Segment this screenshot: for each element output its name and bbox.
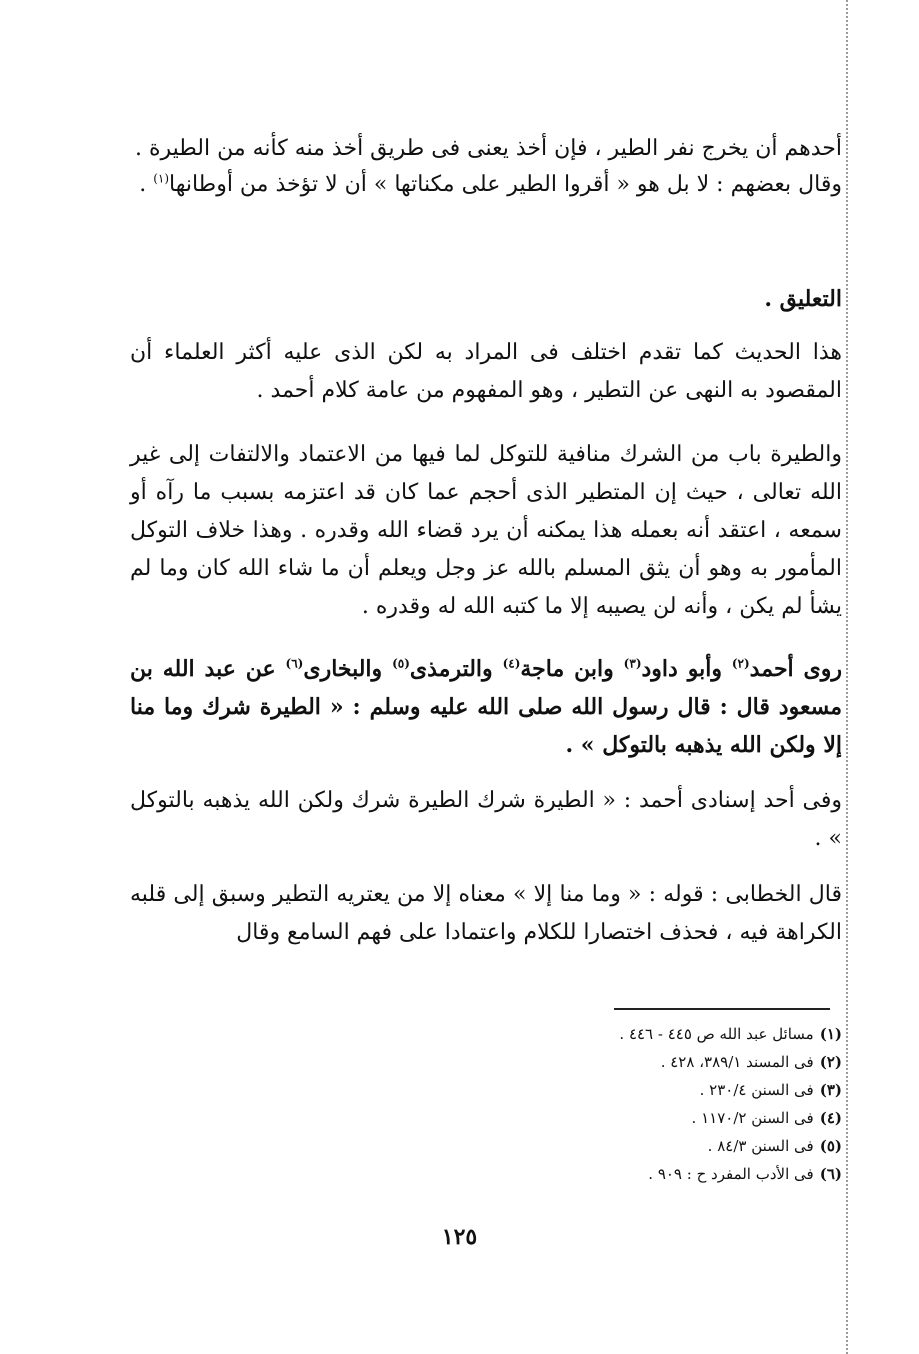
- paragraph-3-text: هذا الحديث كما تقدم اختلف فى المراد به لكن الذى عليه أكثر العلماء أن المقصود به النهى عن التطير ، وهو المفهوم من عامة كلام أحمد .: [130, 340, 842, 403]
- paragraph-5-t2: وأبو داود: [641, 656, 732, 682]
- footnote-number: (٣): [819, 1081, 842, 1099]
- footnote-ref-1: (١): [153, 171, 170, 186]
- footnotes-list: [420, 1020, 842, 1188]
- paragraph-6: [130, 782, 842, 858]
- paragraph-6-text: وفى أحد إسنادى أحمد : « الطيرة شرك الطيرة شرك ولكن الله يذهبه بالتوكل » .: [130, 788, 842, 851]
- footnote-item: [420, 1076, 842, 1104]
- paragraph-2-part-b: .: [139, 172, 154, 197]
- footnote-number: (٤): [819, 1109, 842, 1127]
- footnote-item: [420, 1020, 842, 1048]
- footnote-text: فى السنن ١١٧٠/٢ .: [691, 1109, 814, 1127]
- paragraph-5-text: [130, 650, 842, 764]
- section-heading-text: التعليق .: [764, 286, 842, 312]
- footnote-text: فى الأدب المفرد ح : ٩٠٩ .: [648, 1165, 814, 1183]
- paragraph-7-text: قال الخطابى : قوله : « وما منا إلا » معناه إلا من يعتريه التطير وسبق إلى قلبه الكراهة فيه ، فحذف اختصارا للكلام واعتمادا على فهم السامع وقال: [130, 882, 842, 945]
- paragraph-4-text: والطيرة باب من الشرك منافية للتوكل لما فيها من الاعتماد والالتفات إلى غير الله تعالى ، حيث إن المتطير الذى أحجم عما كان قد اعتزمه بسبب ما رآه أو سمعه ، اعتقد أنه بعمله هذا يمكنه أن يرد قضاء الله وقدره . وهذا خلاف التوكل المأمور به وهو أن يثق المسلم بالله عز وجل ويعلم أن ما شاء الله كان وما لم يشأ لم يكن ، وأنه لن يصيبه إلا ما كتبه الله له وقدره .: [130, 442, 842, 619]
- footnote-ref-3: (٣): [623, 656, 642, 671]
- footnote-number: (٢): [819, 1053, 842, 1071]
- footnote-text: فى السنن ٨٤/٣ .: [707, 1137, 814, 1155]
- footnote-number: (٥): [819, 1137, 842, 1155]
- paragraph-2-text: [130, 166, 842, 204]
- paragraph-7: [130, 876, 842, 952]
- paragraph-5-t5: والبخارى: [303, 656, 393, 682]
- paragraph-5-t3: وابن ماجة: [520, 656, 624, 682]
- paragraph-1: [130, 130, 842, 168]
- paragraph-2-part-a: وقال بعضهم : لا بل هو « أقروا الطير على مكناتها » أن لا تؤخذ من أوطانها: [169, 172, 842, 197]
- footnote-text: مسائل عبد الله ص ٤٤٥ - ٤٤٦ .: [619, 1025, 814, 1043]
- paragraph-5-t1: روى أحمد: [749, 656, 843, 682]
- paragraph-1-text: أحدهم أن يخرج نفر الطير ، فإن أخذ يعنى فى طريق أخذ منه كأنه من الطيرة .: [134, 136, 842, 161]
- footnote-separator: [614, 1008, 830, 1010]
- footnote-item: [420, 1160, 842, 1188]
- page-number: ١٢٥: [441, 1224, 478, 1250]
- section-heading: [130, 280, 842, 318]
- footnote-item: [420, 1048, 842, 1076]
- paragraph-2: [130, 166, 842, 204]
- footnote-number: (٦): [819, 1165, 842, 1183]
- page-edge-dotted-line: [846, 0, 848, 1354]
- footnote-item: [420, 1132, 842, 1160]
- footnote-text: فى السنن ٢٣٠/٤ .: [699, 1081, 814, 1099]
- footnote-ref-2: (٢): [731, 656, 750, 671]
- footnote-number: (١): [819, 1025, 842, 1043]
- footnote-text: فى المسند ٣٨٩/١، ٤٢٨ .: [660, 1053, 814, 1071]
- paragraph-3: [130, 334, 842, 410]
- paragraph-5-t4: والترمذى: [409, 656, 503, 682]
- footnote-ref-6: (٦): [285, 656, 304, 671]
- paragraph-4: [130, 436, 842, 626]
- paragraph-5: [130, 650, 842, 764]
- footnote-ref-5: (٥): [392, 656, 410, 671]
- footnote-item: [420, 1104, 842, 1132]
- footnote-ref-4: (٤): [502, 656, 521, 671]
- paragraph-5-t6: عن عبد الله بن مسعود قال : قال رسول الله صلى الله عليه وسلم : « الطيرة شرك وما منا إلا ولكن الله يذهبه بالتوكل » .: [130, 656, 842, 758]
